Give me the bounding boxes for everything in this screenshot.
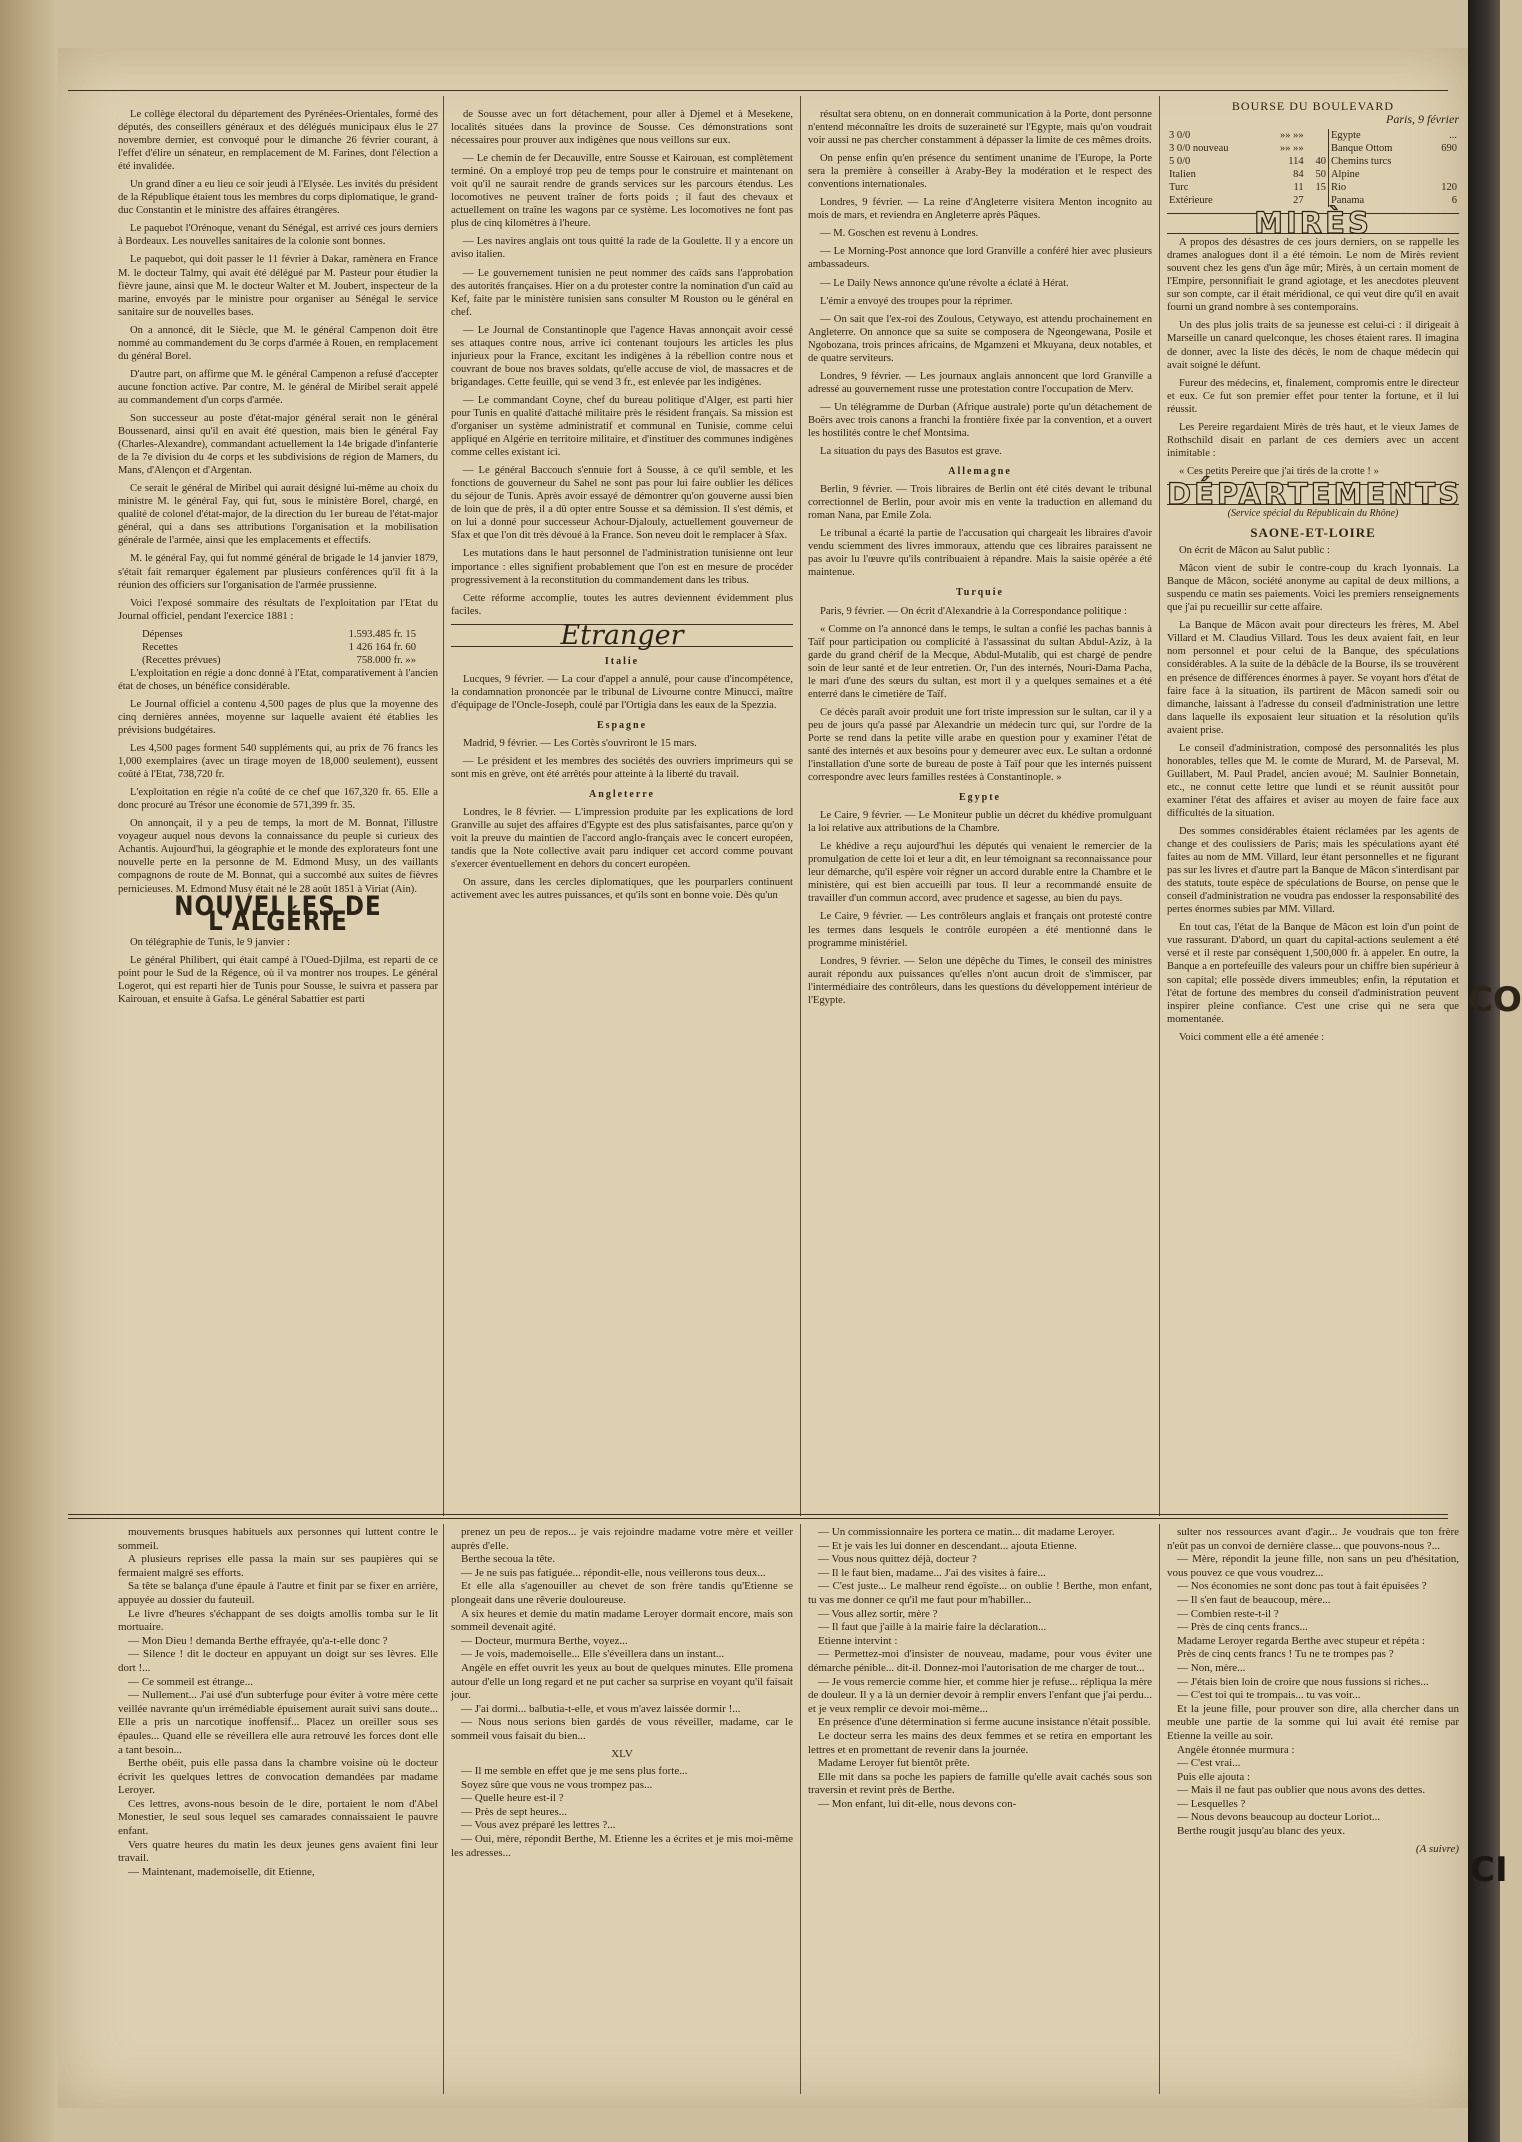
article-paragraph: Le Caire, 9 février. — Le Moniteur publie un décret du khédive promulguant la loi relative aux attributions de la Chambre. [808, 810, 1152, 835]
feuilleton-paragraph: Le docteur serra les mains des deux femmes et se retira en emportant les lettres et en promettant de revenir dans la journée. [808, 1729, 1152, 1756]
feuilleton-paragraph: A plusieurs reprises elle passa la main sur ses paupières qui se fermaient malgré ses efforts. [118, 1553, 438, 1579]
article-paragraph: résultat sera obtenu, on en donnerait communication à la Porte, dont personne n'entend méconnaître les droits de suzeraineté sur l'Egypte, mais qu'on voudrait voir aussi ne pas chercher constamment à dépasser la limite de ces mêmes droits. [808, 109, 1152, 147]
article-paragraph: Londres, le 8 février. — L'impression produite par les explications de lord Granville au sujet des affaires d'Egypte est des plus satisfaisantes, parce qu'on y voit la preuve du maintien de l'accord anglo-français avec le concert européen, tandis que la Note collective avait paru indiquer cet accord comme pouvant s'exercer éventuellement en dehors du concert européen. [451, 807, 793, 871]
feuilleton-paragraph: — Nous devons beaucoup au docteur Loriot... [1177, 1811, 1381, 1824]
article-paragraph: Londres, 9 février. — La reine d'Angleterre visitera Menton incognito au mois de mars, et reviendra en Angleterre après Pâques. [808, 197, 1152, 222]
feuilleton-rule-2 [68, 1518, 1448, 1519]
feuilleton-paragraph: En présence d'une détermination si ferme aucune insistance n'était possible. [818, 1716, 1151, 1729]
top-rule [68, 90, 1448, 91]
feuilleton-paragraph: — J'ai dormi... balbutia-t-elle, et vous m'avez laissée dormir !... [461, 1702, 741, 1715]
espagne-subheading: Espagne [596, 719, 648, 731]
article-paragraph: On annonçait, il y a peu de temps, la mort de M. Bonnat, l'illustre voyageur auquel nous devons la connaissance du peuple si curieux des Achantis. Aujourd'hui, la géographie et le monde des explorateurs font une nouvelle perte en la personne de M. Edmond Musy, un des vaillants compagnons de route de M. Bonnat, qui a succombé aux suites de fièvres pernicieuses. M. Edmond Musy était né le 28 août 1851 à Viriat (Ain). [118, 818, 438, 895]
feuilleton-paragraph: Madame Leroyer regarda Berthe avec stupeur et répéta : [1177, 1634, 1425, 1647]
feuilleton-column-1 [118, 1526, 438, 2098]
feuilleton-paragraph: — Il le faut bien, madame... J'ai des visites à faire... [818, 1566, 1046, 1579]
article-paragraph: Le conseil d'administration, composé des personnalités les plus honorables, telles que M. le comte de Murard, M. de Parseval, M. Guillabert, M. Paul Pradel, ancien avoué; M. Saulnier Bonnetain, etc., ne connut cette lettre que lundi et se réunit aussitôt pour examiner l'état des affaires et aviser au moyen de faire face aux difficultés de la situation. [1167, 742, 1459, 819]
feuilleton-paragraph: Et la jeune fille, pour prouver son dire, alla chercher dans un meuble une partie de la somme qui lui avait été remise par Etienne la veille au soir. [1167, 1702, 1459, 1742]
turquie-subheading: Turquie [956, 587, 1004, 599]
newspaper-page [58, 48, 1468, 2108]
bourse-row: Turc 11 15 Rio 120 [1169, 182, 1457, 194]
feuilleton-paragraph: Angèle en effet ouvrit les yeux au bout de quelques minutes. Elle promena autour d'elle un long regard et ne put cacher sa surprise en voyant qu'il faisait jour. [451, 1661, 793, 1702]
column-rule-2 [800, 96, 801, 1516]
article-paragraph: — Le général Baccouch s'ennuie fort à Sousse, à ce qu'il semble, et les fonctions de gouverneur du Sahel ne sont pas pour lui faire oublier les délices du séjour de Tunis. Après avoir essayé de démontrer qu'on gouverne aussi bien de loin que de près, il a dû opter entre Sousse et sa démission. Il s'est démis, et on lui a donné pour successeur Achour-Djalouly, actuellement gouverneur de Sfax et que l'on dit très dévoué à la France. Son neveu doit le remplacer à Sfax. [451, 465, 793, 542]
column-4 [1167, 98, 1463, 1510]
article-paragraph: Les mutations dans le haut personnel de l'administration tunisienne ont leur importance : elles signifient probablement que l'on est en mesure de procéder progressivement à la reconstitution du commandement dans les tribus. [451, 548, 793, 586]
feuilleton-paragraph: — C'est juste... Le malheur rend égoïste... on oublie ! Berthe, mon enfant, tu vas me donner ce qu'il me faut pour m'habiller... [808, 1580, 1152, 1606]
feuilleton-paragraph: — Mon enfant, lui dit-elle, nous devons con- [818, 1797, 1017, 1810]
feuilleton-paragraph: — Je vois, mademoiselle... Elle s'éveillera dans un instant... [461, 1648, 725, 1661]
feuilleton-paragraph: — Il faut que j'aille à la mairie faire la déclaration... [818, 1621, 1047, 1634]
article-paragraph: Des sommes considérables étaient réclamées par les agents de change et des coulissiers de Paris; mais les spéculations ayant été faites au nom de MM. Villard, leur étant personnelles et ne figurant pas sur les livres et d'autre part la Banque de Mâcon s'interdisant par des statuts, toute espèce de spéculations de Bourse, on pense que le conseil d'administration ne voudra pas endosser la responsabilité des pertes énormes subies par MM. Villard. [1167, 826, 1459, 916]
article-paragraph: La situation du pays des Basutos est grave. [820, 446, 1002, 458]
feuilleton-paragraph: — Vous nous quittez déjà, docteur ? [818, 1553, 977, 1566]
budget-row: Recettes 1 426 164 fr. 60 [142, 641, 416, 653]
article-paragraph: On pense enfin qu'en présence du sentiment unanime de l'Europe, la Porte sera la première à conseiller à Araby-Bey la modération et le respect des conventions internationales. [808, 153, 1152, 191]
column-2 [451, 108, 793, 1510]
algerie-heading: NOUVELLES DE L'ALGÉRIE [174, 891, 382, 937]
feuilleton-paragraph: — Permettez-moi d'insister de nouveau, madame, pour vous éviter une démarche pénible... dit-il. Donnez-moi l'autorisation de me charger de tout... [808, 1648, 1152, 1674]
article-paragraph: Le khédive a reçu aujourd'hui les députés qui venaient le remercier de la promulgation de cette loi et leur a dit, en leur témoignant sa reconnaissance pour leur démarche, qu'il espère voir régner un accord durable entre la Chambre et le ministère, qui est bien accueilli par tous. Il leur a recommandé ensuite de travailler d'un commun accord, avec prudence et sagesse, au bien du pays. [808, 841, 1152, 905]
feuilleton-paragraph: — Je vous remercie comme hier, et comme hier je refuse... répliqua la mère de douleur. Il y a là un dernier devoir à remplir envers l'enfant que j'ai perdu... et je veux remplir ce devoir moi-même... [808, 1675, 1152, 1715]
article-paragraph: Paris, 9 février. — On écrit d'Alexandrie à la Correspondance politique : [820, 605, 1127, 617]
feuilleton-paragraph: Près de cinq cents francs ! Tu ne te trompes pas ? [1177, 1648, 1394, 1661]
article-paragraph: Le général Philibert, qui était campé à l'Oued-Djilma, est reparti de ce point pour le Sud de la Régence, où il va montrer nos troupes. Le général Logerot, qui est reparti hier de Tunis pour Sousse, le suivra et passera par Kairouan, et ensuite à Gafsa. Le général Sabattier est parti [118, 954, 438, 1005]
budget-row: Dépenses 1.593.485 fr. 15 [142, 628, 416, 640]
feuilleton-paragraph: — Oui, mère, répondit Berthe, M. Etienne les a écrites et je mis moi-même les adresses... [451, 1833, 793, 1859]
article-paragraph: On a annoncé, dit le Siècle, que M. le général Campenon doit être nommé au commandement du 3e corps d'armée à Rouen, en remplacement du général Borel. [118, 324, 438, 362]
feuilleton-rule-v1 [443, 1524, 444, 2094]
feuilleton-paragraph: Puis elle ajouta : [1177, 1770, 1251, 1783]
article-paragraph: Un grand dîner a eu lieu ce soir jeudi à l'Elysée. Les invités du président de la République étaient tous les membres du corps diplomatique, le grand-duc Constantin et le ministre des affaires étrangères. [118, 179, 438, 217]
feuilleton-paragraph: Angèle étonnée murmura : [1177, 1743, 1295, 1756]
article-paragraph: Les Pereire regardaient Mirès de très haut, et le vieux James de Rothschild disait en parlant de ces derniers avec un accent inimitable : [1167, 421, 1459, 459]
article-paragraph: Son successeur au poste d'état-major général serait non le général Boussenard, ainsi qu'il en avait été question, mais bien le général Fay (Charles-Alexandre), commandant actuellement la 14e brigade d'infanterie de la 7e division du 4e corps et les subdivisions de région de Mamers, du Mans, d'Alençon et d'Argentan. [118, 412, 438, 477]
feuilleton-paragraph: mouvements brusques habituels aux personnes qui luttent contre le sommeil. [118, 1526, 438, 1552]
feuilleton-paragraph: — Mon Dieu ! demanda Berthe effrayée, qu'a-t-elle donc ? [128, 1634, 388, 1647]
feuilleton-paragraph: — Nos économies ne sont donc pas tout à fait épuisées ? [1177, 1580, 1427, 1593]
a-suivre: (A suivre) [1415, 1842, 1459, 1855]
feuilleton-paragraph: A six heures et demie du matin madame Leroyer dormait encore, mais son sommeil devenait agité. [451, 1607, 793, 1634]
article-paragraph: — M. Goschen est revenu à Londres. [820, 228, 979, 240]
article-paragraph: D'autre part, on affirme que M. le général Campenon a refusé d'accepter aucune fonction active. Par contre, M. le général de Miribel serait appelé au commandement d'un corps d'armée. [118, 368, 438, 406]
chapter-number: XLV [611, 1747, 633, 1760]
article-paragraph: Ce serait le général de Miribel qui aurait désigné lui-même au choix du ministre M. le général Fay, qui fut, sous le ministère Borel, chargé, en qualité de colonel d'état-major, de la direction du 1er bureau de l'état-major général, qui a dans ses attributions l'organisation et la mobilisation générale de l'armée, ainsi que les emplacements et effectifs. [118, 483, 438, 547]
article-paragraph: L'émir a envoyé des troupes pour la réprimer. [820, 295, 1013, 307]
feuilleton-paragraph: Soyez sûre que vous ne vous trompez pas... [461, 1778, 653, 1791]
article-paragraph: A propos des désastres de ces jours derniers, on se rappelle les drames analogues dont il a été témoin. Le nom de Mirès revient souvent chez les gens d'un âge mûr; Mirès, à un certain moment de l'Empire, personnifiait le grand agiotage, et les anecdotes pleuvent sur son compte, car il était méridional, ce qui veut dire qu'il en avait fourni un grand nombre à ses contemporains. [1167, 237, 1459, 314]
feuilleton-paragraph: Etienne intervint : [818, 1634, 898, 1647]
bourse-row: 5 0/0 114 40 Chemins turcs [1167, 155, 1459, 168]
article-paragraph: — Le gouvernement tunisien ne peut nommer des caïds sans l'approbation des autorités françaises. Hier on a du protester contre la nomination d'un caïd au Kef, faite par le ministère tunisien sans consulter M Rouston ou le général en chef. [451, 267, 793, 318]
bourse-row: 3 0/0 »» »» Egypte ... [1169, 130, 1457, 142]
budget-row: (Recettes prévues) 758.000 fr. »» [142, 654, 416, 666]
article-paragraph: Londres, 9 février. — Les journaux anglais annoncent que lord Granville a adressé au gouvernement russe une protestation contre l'occupation de Merv. [808, 370, 1152, 395]
article-paragraph: Le paquebot, qui doit passer le 11 février à Dakar, ramènera en France M. le docteur Talmy, qui avait été délégué par M. Pasteur pour étudier la fièvre jaune, ainsi que M. le docteur Walter et M. Joubert, inspecteur de la marine, envoyés par le ministre pour organiser au Sénégal le service sanitaire sur de nouvelles bases. [118, 254, 438, 318]
bourse-row: 3 0/0 nouveau »» »» Banque Ottom 690 [1169, 143, 1457, 155]
bourse-table [1167, 129, 1459, 207]
feuilleton-paragraph: — Combien reste-t-il ? [1177, 1607, 1279, 1620]
departements-subheading: (Service spécial du Républicain du Rhône) [1227, 507, 1399, 519]
article-paragraph: Le Journal officiel a contenu 4,500 pages de plus que la moyenne des cinq dernières années, moyenne sur laquelle avaient été établies les prévisions budgétaires. [118, 698, 438, 737]
article-paragraph: — Le Daily News annonce qu'une révolte a éclaté à Hérat. [820, 277, 1069, 289]
next-page-edge-letters: CO [1468, 980, 1522, 1020]
feuilleton-paragraph: — Et je vais les lui donner en descendant... ajouta Etienne. [818, 1539, 1078, 1552]
column-1 [118, 108, 438, 1510]
feuilleton-paragraph: — Je ne suis pas fatiguée... répondit-elle, nous veillerons tous deux... [461, 1566, 766, 1579]
feuilleton-paragraph: — Maintenant, mademoiselle, dit Etienne, [128, 1865, 315, 1878]
feuilleton-paragraph: — J'étais bien loin de croire que nous fussions si riches... [1177, 1675, 1429, 1688]
feuilleton-paragraph: — Près de sept heures... [461, 1805, 568, 1818]
feuilleton-paragraph: — C'est vrai... [1177, 1757, 1241, 1770]
article-paragraph: Fureur des médecins, et, finalement, compromis entre le directeur et eux. Ce fut son premier effet pour tenter la fortune, et il lui réussit. [1167, 377, 1459, 415]
article-paragraph: — Le Journal de Constantinople que l'agence Havas annonçait avoir cessé ses attaques contre nous, arrive ici contenant toujours les articles les plus injurieux pour la France, excitant les indigènes à la rébellion contre nous et couvrant de boue nos braves soldats, qu'elle accuse de viol, de massacres et de brigandages. Cette feuille, qui se vend 3 fr., est enlevée par les indigènes. [451, 324, 793, 388]
article-paragraph: Madrid, 9 février. — Les Cortès s'ouvriront le 15 mars. [463, 737, 697, 749]
feuilleton-paragraph: Berthe obéit, puis elle passa dans la chambre voisine où le docteur écrivit les quelques lettres de convocation demandées par madame Leroyer. [118, 1757, 438, 1797]
bourse-date: Paris, 9 février [1386, 112, 1459, 127]
article-paragraph: On écrit de Mâcon au Salut public : [1179, 545, 1330, 557]
article-paragraph: Londres, 9 février. — Selon une dépêche du Times, le conseil des ministres aurait répondu aux puissances qu'elles n'ont aucun droit de s'immiscer, par l'intermédiaire des contrôleurs, dans les questions du développement intérieur de l'Egypte. [808, 955, 1152, 1006]
article-paragraph: Un des plus jolis traits de sa jeunesse est celui-ci : il dirigeait à Marseille un canard quelconque, les choses étaient rares. Il imagina de donner, avec la liste des décès, le nom de chaque médecin qui avait soigné le défunt. [1167, 320, 1459, 371]
feuilleton-paragraph: — Mais il ne faut pas oublier que nous avons des dettes. [1177, 1784, 1426, 1797]
feuilleton-paragraph: — Il me semble en effet que je me sens plus forte... [461, 1765, 688, 1778]
feuilleton-paragraph: Ces lettres, avons-nous besoin de le dire, portaient le nom d'Abel Monestier, le seul sous lequel ses camarades connaissaient le pauvre enfant. [118, 1797, 438, 1838]
bourse-title: BOURSE DU BOULEVARD [1231, 99, 1395, 113]
article-paragraph: Voici l'exposé sommaire des résultats de l'exploitation par l'Etat du Journal officiel, pendant l'exercice 1881 : [118, 597, 438, 622]
feuilleton-paragraph: — Lesquelles ? [1177, 1797, 1246, 1810]
angleterre-subheading: Angleterre [589, 789, 655, 801]
feuilleton-paragraph: prenez un peu de repos... je vais rejoindre madame votre mère et veiller auprès d'elle. [451, 1526, 793, 1552]
article-paragraph: — On sait que l'ex-roi des Zoulous, Cetywayo, est attendu prochainement en Angleterre. On annonce que sa suite se composera de Ngeongewana, Posile et Ngobozana, trois princes africains, de Mgamzeni et Mkuyana, deux notables, et de quatre serviteurs. [808, 313, 1152, 364]
column-3 [808, 108, 1152, 1510]
article-paragraph: En tout cas, l'état de la Banque de Mâcon est loin d'un point de vue rassurant. D'abord, un quart du capital-actions seulement a été versé et il reste par conséquent 1,500,000 fr. à appeler. En outre, la Banque a en portefeuille des valeurs pour un chiffre bien supérieur à son capital; elle possède divers immeubles; enfin, la réputation et l'état de fortune des membres du conseil d'administration peuvent inspirer pleine confiance. C'est une crise qui ne sera que momentanée. [1167, 922, 1459, 1025]
feuilleton-paragraph: — C'est toi qui te trompais... tu vas voir... [1177, 1689, 1361, 1702]
feuilleton-paragraph: — Un commissionnaire les portera ce matin... dit madame Leroyer. [818, 1526, 1115, 1538]
feuilleton-paragraph: — Nous nous serions bien gardés de vous réveiller, madame, car le sommeil vous faisait du bien... [451, 1716, 793, 1742]
feuilleton-rule-v3 [1159, 1524, 1160, 2094]
article-paragraph: — Un télégramme de Durban (Afrique australe) porte qu'un détachement de Boërs avec trois canons a franchi la frontière fixée par la convention, et a ouvert les hostilités contre le chef Montsima. [808, 401, 1152, 439]
feuilleton-paragraph: Et elle alla s'agenouiller au chevet de son frère tandis qu'Etienne se plongeait dans une rêverie douloureuse. [451, 1580, 793, 1606]
article-paragraph: Cette réforme accomplie, toutes les autres deviennent évidemment plus faciles. [451, 592, 793, 617]
feuilleton-paragraph: Berthe rougit jusqu'au blanc des yeux. [1177, 1825, 1346, 1838]
article-paragraph: Berlin, 9 février. — Trois libraires de Berlin ont été cités devant le tribunal correctionnel de Berlin, pour avoir mis en vente la traduction en allemand du roman Nana, par Emile Zola. [808, 484, 1152, 522]
article-paragraph: On télégraphie de Tunis, le 9 janvier : [130, 936, 291, 948]
feuilleton-paragraph: Vers quatre heures du matin les deux jeunes gens avaient fini leur travail. [118, 1838, 438, 1865]
article-paragraph: La Banque de Mâcon avait pour directeurs les frères, M. Abel Villard et M. Claudius Villard. Tous les deux avaient fait, en leur nom personnel et pour celui de la Banque, des spéculations considérables. A la suite de la débâcle de la Bourse, ils se trouvèrent en présence de différences énormes à payer. Se voyant hors d'état de faire face à la situation, ils partirent de Mâcon samedi soir ou dimanche, laissant à l'adresse du conseil d'administration une lettre dans laquelle ils exposaient leur situation et la résolution qu'ils avaient prise. [1167, 620, 1459, 736]
article-paragraph: Voici comment elle a été amenée : [1179, 1031, 1325, 1043]
article-paragraph: Les 4,500 pages forment 540 suppléments qui, au prix de 76 francs les 1,000 exemplaires (avec un tirage moyen de 18,000 seulement), eussent coûté à l'Etat, 738,720 fr. [118, 743, 438, 781]
feuilleton-column-4 [1167, 1526, 1459, 2098]
etranger-heading: Etranger [451, 624, 793, 647]
article-paragraph: Ce décès paraît avoir produit une fort triste impression sur le sultan, car il y a peu de jours qu'a passé par Alexandrie un médecin turc qui, sur l'ordre de la Porte se rend dans la petite ville arabe en question pour y examiner l'état de santé des internés et aux besoins pour y demeurer avec eux. Le sultan a ordonné l'installation d'une sorte de bureau de poste à Taïf pour que les internés puissent correspondre avec leurs familles restées à Constantinople. » [808, 706, 1152, 784]
feuilleton-paragraph: — Silence ! dit le docteur en appuyant un doigt sur ses lèvres. Elle dort !... [118, 1648, 438, 1674]
article-paragraph: « Comme on l'a annoncé dans le temps, le sultan a confié les pachas bannis à Taïf pour participation ou complicité à l'assassinat du sultan Abdul-Aziz, à la garde du grand chérif de la Mecque, Abdul-Mutalib, qui est chargé de pendre soin de leur santé et de leur entretien. Or, l'un des internés, Nouri-Dama Pacha, le mari d'une des sœurs du sultan, est mort il y a quelques semaines et a été enterré dans le cimetière de Taïf. [808, 623, 1152, 700]
feuilleton-paragraph: — Près de cinq cents francs... [1177, 1621, 1308, 1634]
saone-et-loire-heading: SAONE-ET-LOIRE [1250, 525, 1376, 541]
column-rule-1 [443, 96, 444, 1516]
article-paragraph: de Sousse avec un fort détachement, pour aller à Djemel et à Mesekene, localités situées dans la province de Sousse. Ces démonstrations sont nécessaires pour prouver aux indigènes que nous veillons sur eux. [451, 109, 793, 147]
article-paragraph: — Le commandant Coyne, chef du bureau politique d'Alger, est parti hier pour Tunis en qualité d'attaché militaire près le résident français. Sa mission est d'organiser un système administratif et communal en Tunisie, comme celui appliqué en Algérie en territoire militaire, et d'instituer des communes indigènes comme celles existant ici. [451, 394, 793, 459]
article-paragraph: Mâcon vient de subir le contre-coup du krach lyonnais. La Banque de Mâcon, société anonyme au capital de deux millions, a suspendu ce matin ses paiements. Voici les premiers renseignements que j'ai pu recueillir sur cette affaire. [1167, 563, 1459, 614]
feuilleton-paragraph: — Vous allez sortir, mère ? [818, 1607, 938, 1620]
egypte-subheading: Egypte [959, 792, 1001, 804]
feuilleton-column-2 [451, 1526, 793, 2098]
feuilleton-paragraph: sulter nos ressources avant d'agir... Je voudrais que ton frère n'eût pas un convoi de dernière classe... que pouvons-nous ?... [1167, 1526, 1459, 1552]
feuilleton-column-3 [808, 1526, 1152, 2098]
feuilleton-paragraph: Madame Leroyer fut bientôt prête. [818, 1757, 970, 1770]
feuilleton-paragraph: — Vous avez préparé les lettres ?... [461, 1819, 616, 1832]
feuilleton-paragraph: Berthe secoua la tête. [461, 1553, 556, 1566]
article-paragraph: On assure, dans les cercles diplomatiques, que les pourparlers continuent activement avec les autres puissances, et qu'ils sont en bonne voie. Dès qu'un [451, 877, 793, 902]
page-edge-right [1468, 0, 1522, 2142]
allemagne-subheading: Allemagne [948, 466, 1012, 478]
article-paragraph: Le tribunal a écarté la partie de l'accusation qui chargeait les libraires d'avoir vendu sciemment des livres immoraux, attendu que ces libraires paraissent ne pas avoir lu l'œuvre qu'ils contribuaient à répandre. Mais la saisie opérée a été maintenue. [808, 528, 1152, 579]
feuilleton-paragraph: Sa tête se balança d'une épaule à l'autre et finit par se fixer en arrière, appuyée au dossier du fauteuil. [118, 1580, 438, 1606]
feuilleton-rule-v2 [800, 1524, 801, 2094]
article-paragraph: Le paquebot l'Orénoque, venant du Sénégal, est arrivé ces jours derniers à Bordeaux. Les nouvelles sanitaires de la colonie sont bonnes. [118, 223, 438, 248]
feuilleton-paragraph: Le livre d'heures s'échappant de ses doigts amollis tomba sur le lit mortuaire. [118, 1607, 438, 1634]
article-paragraph: M. le général Fay, qui fut nommé général de brigade le 14 janvier 1879, s'était fait remarquer également par plusieurs conférences qu'il fit à la réunion des officiers sur l'organisation de l'armée prussienne. [118, 553, 438, 591]
feuilleton-paragraph: — Non, mère... [1177, 1661, 1246, 1674]
italie-subheading: Italie [604, 655, 640, 667]
feuilleton-paragraph: — Ce sommeil est étrange... [128, 1675, 253, 1688]
column-rule-3 [1159, 96, 1160, 1516]
feuilleton-paragraph: — Nullement... J'ai usé d'un subterfuge pour éviter à votre mère cette veillée navrante qu'un irrémédiable épuisement aurait suivi sans doute... Elle a pris un narcotique inoffensif... Placez un oreiller sous ses épaules... Quand elle se réveillera elle aura retrouvé les forces dont elle a tant besoin... [118, 1689, 438, 1756]
next-page-edge-letters: CI [1470, 1850, 1508, 1890]
article-paragraph: — Le chemin de fer Decauville, entre Sousse et Kairouan, est complètement terminé. On a employé trop peu de temps pour le construire et maintenant on voit qu'il ne saurait rendre de grands services sur les parcours étendus. Les locomotives ne peuvent traîner de forts poids ; il faut des chevaux et actuellement on traîne les wagons par ce système. Les locomotives ne font pas plus de cinq kilomètres à l'heure. [451, 153, 793, 230]
article-paragraph: Le Caire, 9 février. — Les contrôleurs anglais et français ont protesté contre les termes dans lesquels le contrôle européen a été mentionné dans le programme ministériel. [808, 911, 1152, 949]
article-paragraph: Le collège électoral du département des Pyrénées-Orientales, formé des députés, des conseillers généraux et des délégués municipaux élus le 27 novembre dernier, est convoqué pour le dimanche 26 février courant, à l'effet d'élire un sénateur, en remplacement de M. Farines, dont l'élection a été invalidée. [118, 109, 438, 173]
article-paragraph: L'exploitation en régie n'a coûté de ce chef que 167,320 fr. 65. Elle a donc procuré au Trésor une économie de 571,399 fr. 35. [118, 787, 438, 812]
feuilleton-paragraph: — Quelle heure est-il ? [461, 1792, 564, 1805]
article-paragraph: Lucques, 9 février. — La cour d'appel a annulé, pour cause d'incompétence, la condamnation prononcée par le tribunal de Livourne contre Minucci, maître d'équipage de l'Oncle-Joseph, coulé par l'Ortigia dans les eaux de la Spezzia. [451, 673, 793, 711]
article-paragraph: — Le président et les membres des sociétés des ouvriers imprimeurs qui se sont mis en grève, ont été arrêtés pour atteinte à la liberté du travail. [451, 756, 793, 781]
article-paragraph: — Le Morning-Post annonce que lord Granville a conféré hier avec plusieurs ambassadeurs. [808, 246, 1152, 271]
feuilleton-paragraph: — Il s'en faut de beaucoup, mère... [1177, 1593, 1331, 1606]
feuilleton-paragraph: — Mère, répondit la jeune fille, non sans un peu d'hésitation, vous pouvez ce que vous voudrez... [1167, 1553, 1459, 1579]
feuilleton-rule [68, 1514, 1448, 1515]
feuilleton-paragraph: — Docteur, murmura Berthe, voyez... [461, 1634, 628, 1647]
mires-heading: MIRÈS [1167, 213, 1459, 234]
bourse-row: Italien 84 50 Alpine [1167, 168, 1459, 181]
feuilleton-paragraph: Elle mit dans sa poche les papiers de famille qu'elle avait cachés sous son traversin et revint près de Berthe. [808, 1770, 1152, 1797]
article-paragraph: — Les navires anglais ont tous quitté la rade de la Goulette. Il y a encore un aviso italien. [451, 236, 793, 261]
bourse-row: Extérieure 27 Panama 6 [1169, 195, 1457, 207]
article-paragraph: L'exploitation en régie a donc donné à l'Etat, comparativement à l'ancien état de choses, un bénéfice considérable. [118, 667, 438, 692]
article-paragraph: « Ces petits Pereire que j'ai tirés de la crotte ! » [1179, 465, 1379, 477]
budget-table [118, 628, 438, 667]
departements-heading: DÉPARTEMENTS [1167, 476, 1463, 511]
page-edge-left [0, 0, 58, 2142]
